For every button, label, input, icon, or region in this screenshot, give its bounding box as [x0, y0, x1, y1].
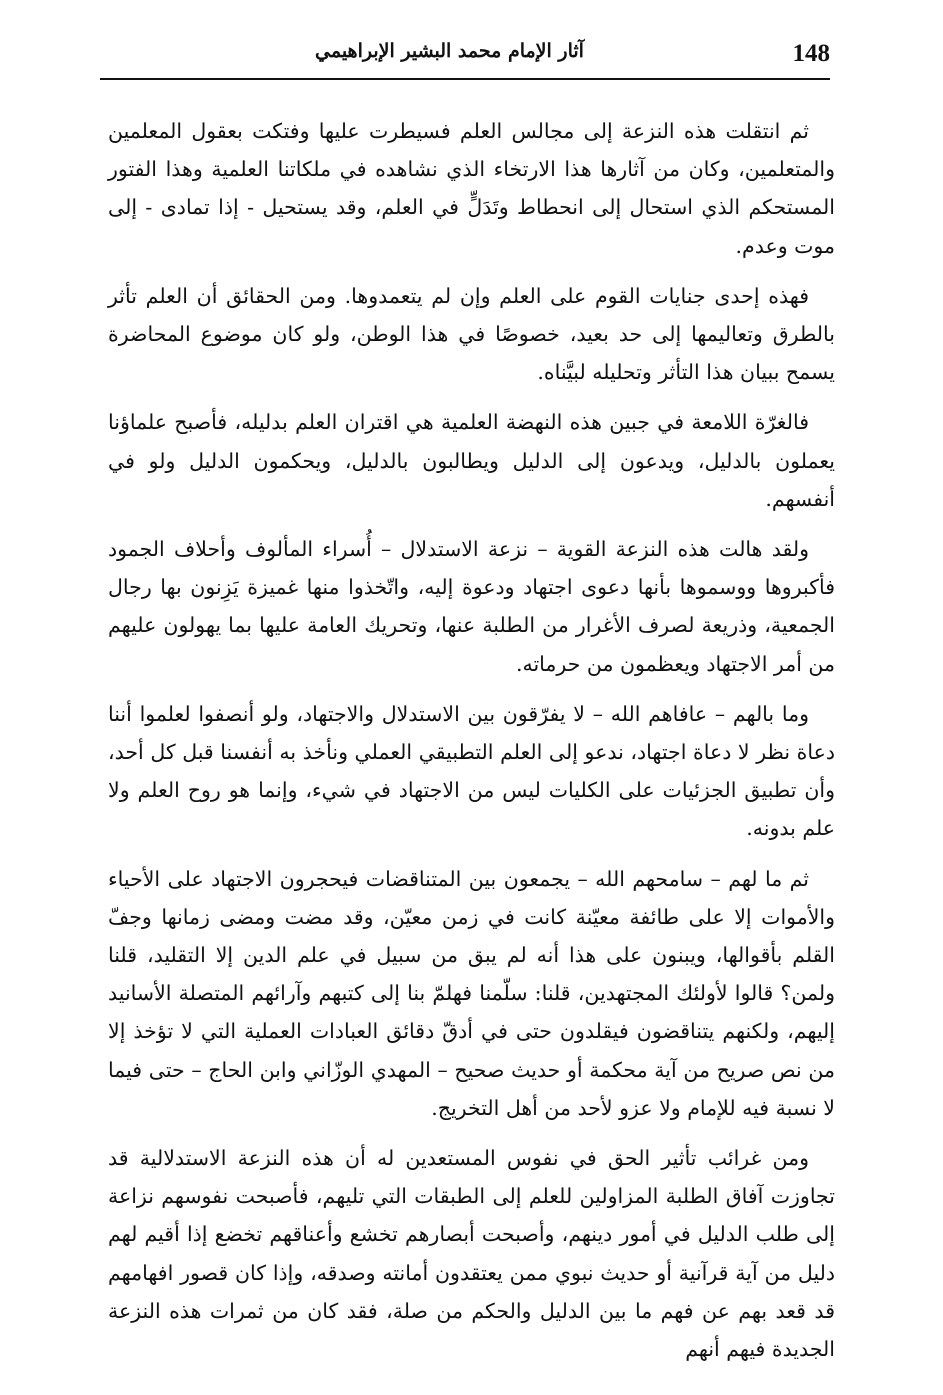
paragraph: فهذه إحدى جنايات القوم على العلم وإن لم يتعمدوها. ومن الحقائق أن العلم تأثر بالطرق وتعاليمها إلى حد بعيد، خصوصًا في هذا الوطن، ولو كان موضوع المحاضرة يسمح ببيان هذا التأثر وتحليله لبيَّناه.: [108, 283, 835, 385]
paragraph: فالغرّة اللامعة في جبين هذه النهضة العلمية هي اقتران العلم بدليله، فأصبح علماؤنا يعملون بالدليل، ويدعون إلى الدليل ويطالبون بالدليل، ويحكمون الدليل ولو في أنفسهم.: [108, 410, 835, 511]
book-title: آثار الإمام محمد البشير الإبراهيمي: [315, 40, 584, 62]
header-divider: [100, 78, 830, 80]
page-number: 148: [792, 40, 830, 67]
paragraph: وما بالهم – عافاهم الله – لا يفرّقون بين الاستدلال والاجتهاد، ولو أنصفوا لعلموا أننا دعاة نظر لا دعاة اجتهاد، ندعو إلى العلم التطبيقي العملي ونأخذ به أنفسنا قبل كل أحد، وأن تطبيق الجزئيات على الكليات ليس من الاجتهاد في شيء، وإنما هو روح العلم ولا علم بدونه.: [108, 701, 835, 841]
page-body: [108, 112, 835, 1380]
paragraph: ولقد هالت هذه النزعة القوية – نزعة الاستدلال – أُسراء المألوف وأحلاف الجمود فأكبروها ووسموها بأنها دعوى اجتهاد ودعوة إليه، واتّخذوا منها غميزة يَزِنون بها رجال الجمعية، وذريعة لصرف الأغرار من الطلبة عنها، وتحريك العامة عليها بما يهولون عليهم من أمر الاجتهاد ويعظمون من حرماته.: [108, 537, 835, 676]
paragraph: ثم انتقلت هذه النزعة إلى مجالس العلم فسيطرت عليها وفتكت بعقول المعلمين والمتعلمين، وكان من آثارها هذا الارتخاء الذي نشاهده في ملكاتنا العلمية وهذا الفتور المستحكم الذي استحال إلى انحطاط وتَدَلٍّ في العلم، وقد يستحيل - إذا تمادى - إلى موت وعدم.: [108, 119, 835, 258]
paragraph: ومن غرائب تأثير الحق في نفوس المستعدين له أن هذه النزعة الاستدلالية قد تجاوزت آفاق الطلبة المزاولين للعلم إلى الطبقات التي تليهم، فأصبحت نفوسهم نزاعة إلى طلب الدليل في أمور دينهم، وأصبحت أبصارهم تخشع وأعناقهم تخضع إذا أقيم لهم دليل من آية قرآنية أو حديث نبوي ممن يعتقدون أمانته وصدقه، وإذا كان قصور افهامهم قد قعد بهم عن فهم ما بين الدليل والحكم من صلة، فقد كان من ثمرات هذه النزعة الجديدة فيهم أنهم: [108, 1146, 835, 1362]
paragraph: ثم ما لهم – سامحهم الله – يجمعون بين المتناقضات فيحجرون الاجتهاد على الأحياء والأموات إلا على طائفة معيّنة كانت في زمن معيّن، وقد مضت ومضى زمانها وجفّ القلم بأقوالها، ويبنون على هذا أنه لم يبق من سبيل في علم الدين إلا التقليد، قلنا ولمن؟ قالوا لأولئك المجتهدين، قلنا: سلّمنا فهلمّ بنا إلى كتبهم وآرائهم المتصلة الأسانيد إليهم، ولكنهم يتناقضون فيقلدون حتى في أدقّ دقائق العبادات العملية التي لا تؤخذ إلا من نص صريح من آية محكمة أو حديث صحيح – المهدي الوزّاني وابن الحاج – حتى فيما لا نسبة فيه للإمام ولا عزو لأحد من أهل التخريج.: [108, 866, 835, 1120]
running-head: [100, 38, 830, 78]
